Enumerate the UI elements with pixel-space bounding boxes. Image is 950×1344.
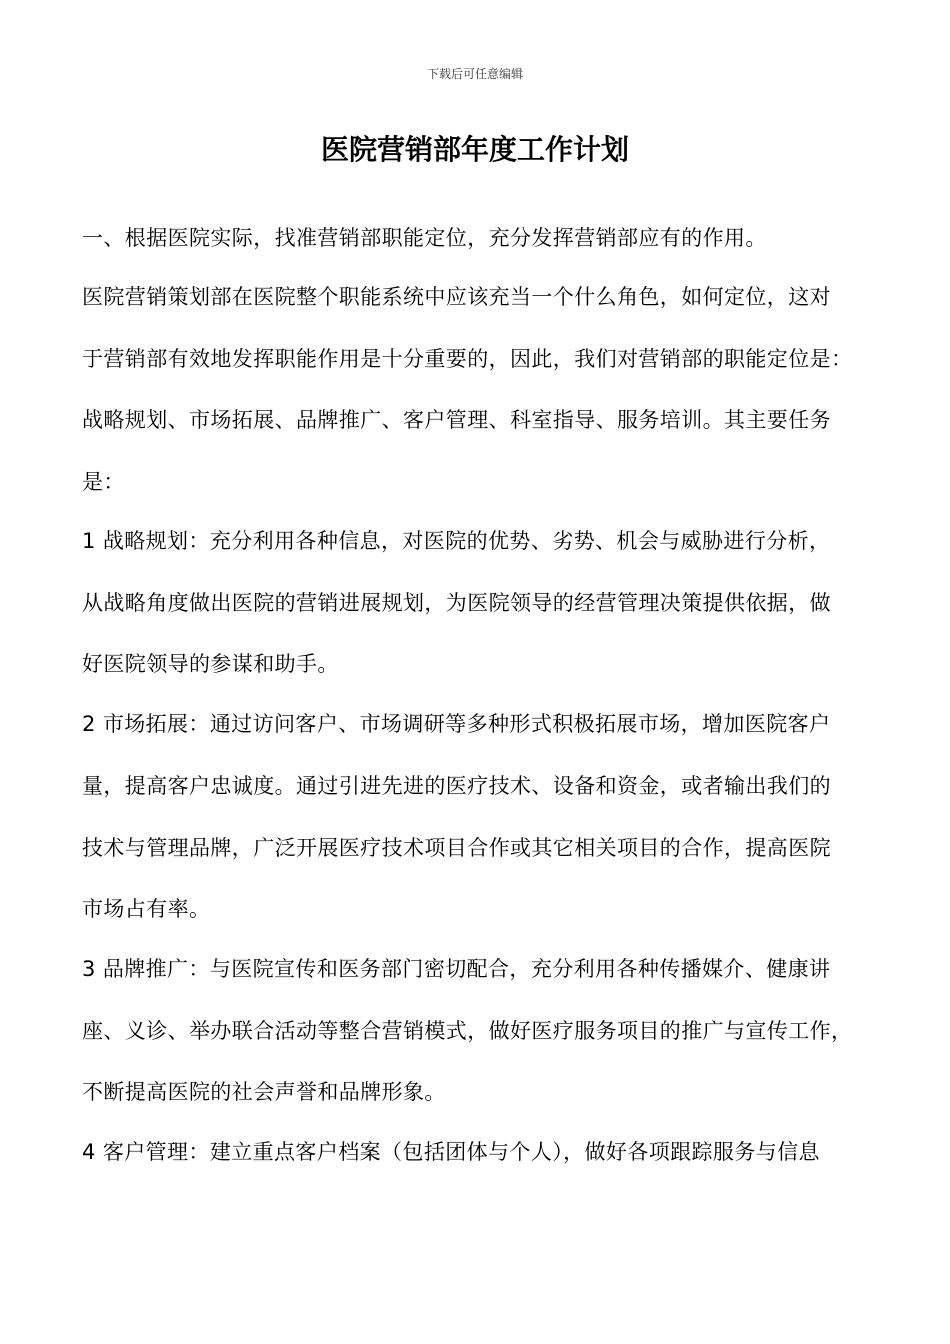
body-line: 战略规划、市场拓展、品牌推广、客户管理、科室指导、服务培训。其主要任务 bbox=[82, 408, 831, 432]
body-line: 技术与管理品牌，广泛开展医疗技术项目合作或其它相关项目的合作，提高医院 bbox=[82, 836, 831, 860]
body-line: 不断提高医院的社会声誉和品牌形象。 bbox=[82, 1080, 446, 1104]
list-item-line: 4 客户管理：建立重点客户档案（包括团体与个人），做好各项跟踪服务与信息 bbox=[82, 1140, 820, 1164]
body-line: 量，提高客户忠诚度。通过引进先进的医疗技术、设备和资金，或者输出我们的 bbox=[82, 774, 831, 798]
header-note: 下载后可任意编辑 bbox=[426, 67, 523, 81]
body-line: 是： bbox=[82, 470, 125, 494]
body-line: 座、义诊、举办联合活动等整合营销模式，做好医疗服务项目的推广与宣传工作， bbox=[82, 1019, 853, 1043]
list-item-line: 3 品牌推广：与医院宣传和医务部门密切配合，充分利用各种传播媒介、健康讲 bbox=[82, 957, 831, 981]
document-title: 医院营销部年度工作计划 bbox=[320, 133, 629, 166]
list-item-line: 1 战略规划：充分利用各种信息，对医院的优势、劣势、机会与威胁进行分析， bbox=[82, 529, 831, 553]
list-item-line: 2 市场拓展：通过访问客户、市场调研等多种形式积极拓展市场，增加医院客户 bbox=[82, 712, 831, 736]
body-line: 于营销部有效地发挥职能作用是十分重要的，因此，我们对营销部的职能定位是： bbox=[82, 347, 853, 371]
body-line: 医院营销策划部在医院整个职能系统中应该充当一个什么角色，如何定位，这对 bbox=[82, 285, 831, 309]
body-line: 好医院领导的参谋和助手。 bbox=[82, 652, 339, 676]
body-line: 市场占有率。 bbox=[82, 897, 211, 921]
section-heading: 一、根据医院实际，找准营销部职能定位，充分发挥营销部应有的作用。 bbox=[82, 226, 767, 250]
body-line: 从战略角度做出医院的营销进展规划，为医院领导的经营管理决策提供依据，做 bbox=[82, 591, 831, 615]
